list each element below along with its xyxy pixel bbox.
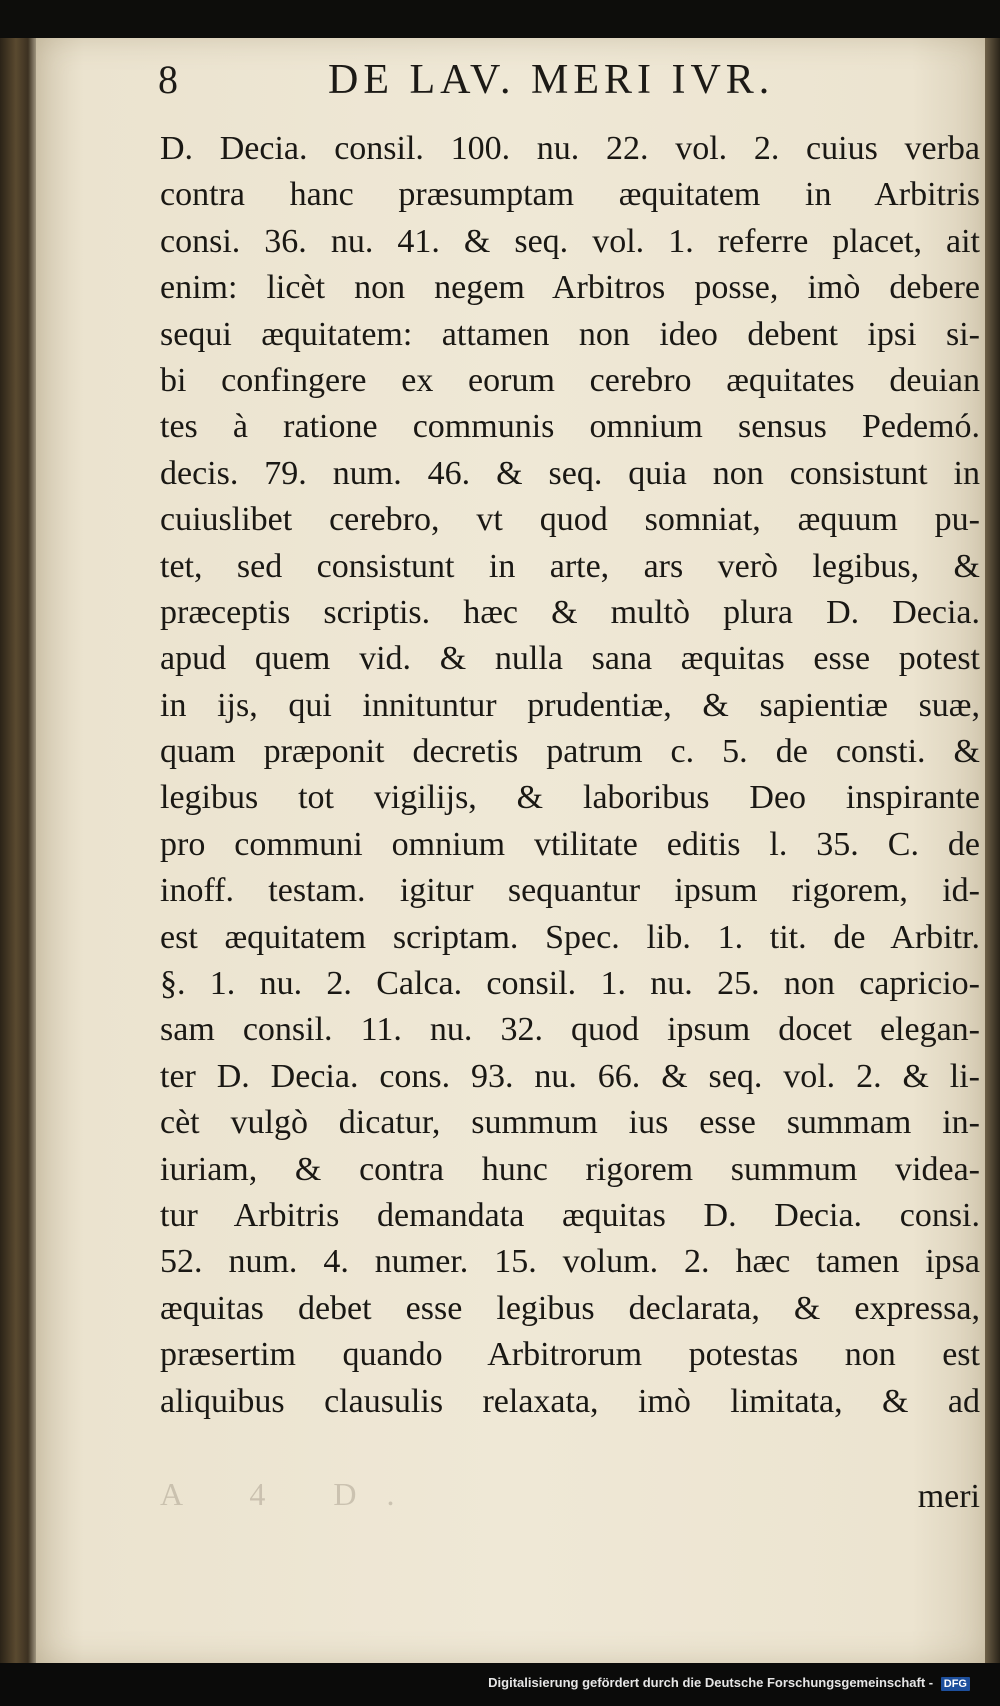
text-line: cèt vulgò dicatur, summum ius esse summam in- <box>160 1104 980 1142</box>
page-number: 8 <box>158 57 178 102</box>
text-line: tur Arbitris demandata æquitas D. Decia. consi. <box>160 1196 980 1234</box>
show-through-signature: A 4 D. <box>160 1476 425 1512</box>
text-line: tes à ratione communis omnium sensus Pedemó. <box>160 408 980 446</box>
text-line: quam præponit decretis patrum c. 5. de consti. & <box>160 733 980 771</box>
text-line: contra hanc præsumptam æquitatem in Arbitris <box>160 176 980 214</box>
text-line: iuriam, & contra hunc rigorem summum videa- <box>160 1150 980 1188</box>
text-line: §. 1. nu. 2. Calca. consil. 1. nu. 25. non capricio- <box>160 965 980 1003</box>
text-line: consi. 36. nu. 41. & seq. vol. 1. referre placet, ait <box>160 222 980 260</box>
page-right-edge <box>985 38 1000 1663</box>
body-text <box>160 126 980 1425</box>
text-line: pro communi omnium vtilitate editis l. 35. C. de <box>160 825 980 863</box>
text-line: sam consil. 11. nu. 32. quod ipsum docet elegan- <box>160 1011 980 1049</box>
text-line: tet, sed consistunt in arte, ars verò legibus, & <box>160 547 980 585</box>
running-head <box>158 50 838 120</box>
text-line: bi confingere ex eorum cerebro æquitates deuian <box>160 361 980 399</box>
text-line: decis. 79. num. 46. & seq. quia non consistunt in <box>160 454 980 492</box>
text-line: est æquitatem scriptam. Spec. lib. 1. tit. de Arbitr. <box>160 918 980 956</box>
running-title: DE LAV. MERI IVR. <box>328 57 775 103</box>
text-line: in ijs, qui innituntur prudentiæ, & sapientiæ suæ, <box>160 686 980 724</box>
text-line: aliquibus clausulis relaxata, imò limitata, & ad <box>160 1382 980 1420</box>
catchword-row <box>160 1474 980 1520</box>
book-edge <box>0 38 40 1663</box>
footer-credit-text: Digitalisierung gefördert durch die Deutsche Forschungsgemeinschaft - <box>488 1675 934 1690</box>
text-line: legibus tot vigilijs, & laboribus Deo inspirante <box>160 779 980 817</box>
dfg-logo: DFG <box>941 1677 970 1691</box>
text-line: apud quem vid. & nulla sana æquitas esse potest <box>160 640 980 678</box>
footer-credit <box>488 1675 970 1691</box>
catchword: meri <box>917 1478 980 1515</box>
text-line: præsertim quando Arbitrorum potestas non est <box>160 1336 980 1374</box>
text-line: inoff. testam. igitur sequantur ipsum rigorem, id- <box>160 872 980 910</box>
text-line: cuiuslibet cerebro, vt quod somniat, æquum pu- <box>160 501 980 539</box>
text-line: ter D. Decia. cons. 93. nu. 66. & seq. vol. 2. & li- <box>160 1057 980 1095</box>
text-line: sequi æquitatem: attamen non ideo debent ipsi si- <box>160 315 980 353</box>
digitization-footer <box>0 1663 1000 1706</box>
text-line: præceptis scriptis. hæc & multò plura D. Decia. <box>160 593 980 631</box>
text-line: enim: licèt non negem Arbitros posse, imò debere <box>160 269 980 307</box>
text-line: æquitas debet esse legibus declarata, & expressa, <box>160 1289 980 1327</box>
text-line: 52. num. 4. numer. 15. volum. 2. hæc tamen ipsa <box>160 1243 980 1281</box>
text-line: D. Decia. consil. 100. nu. 22. vol. 2. cuius verba <box>160 130 980 167</box>
